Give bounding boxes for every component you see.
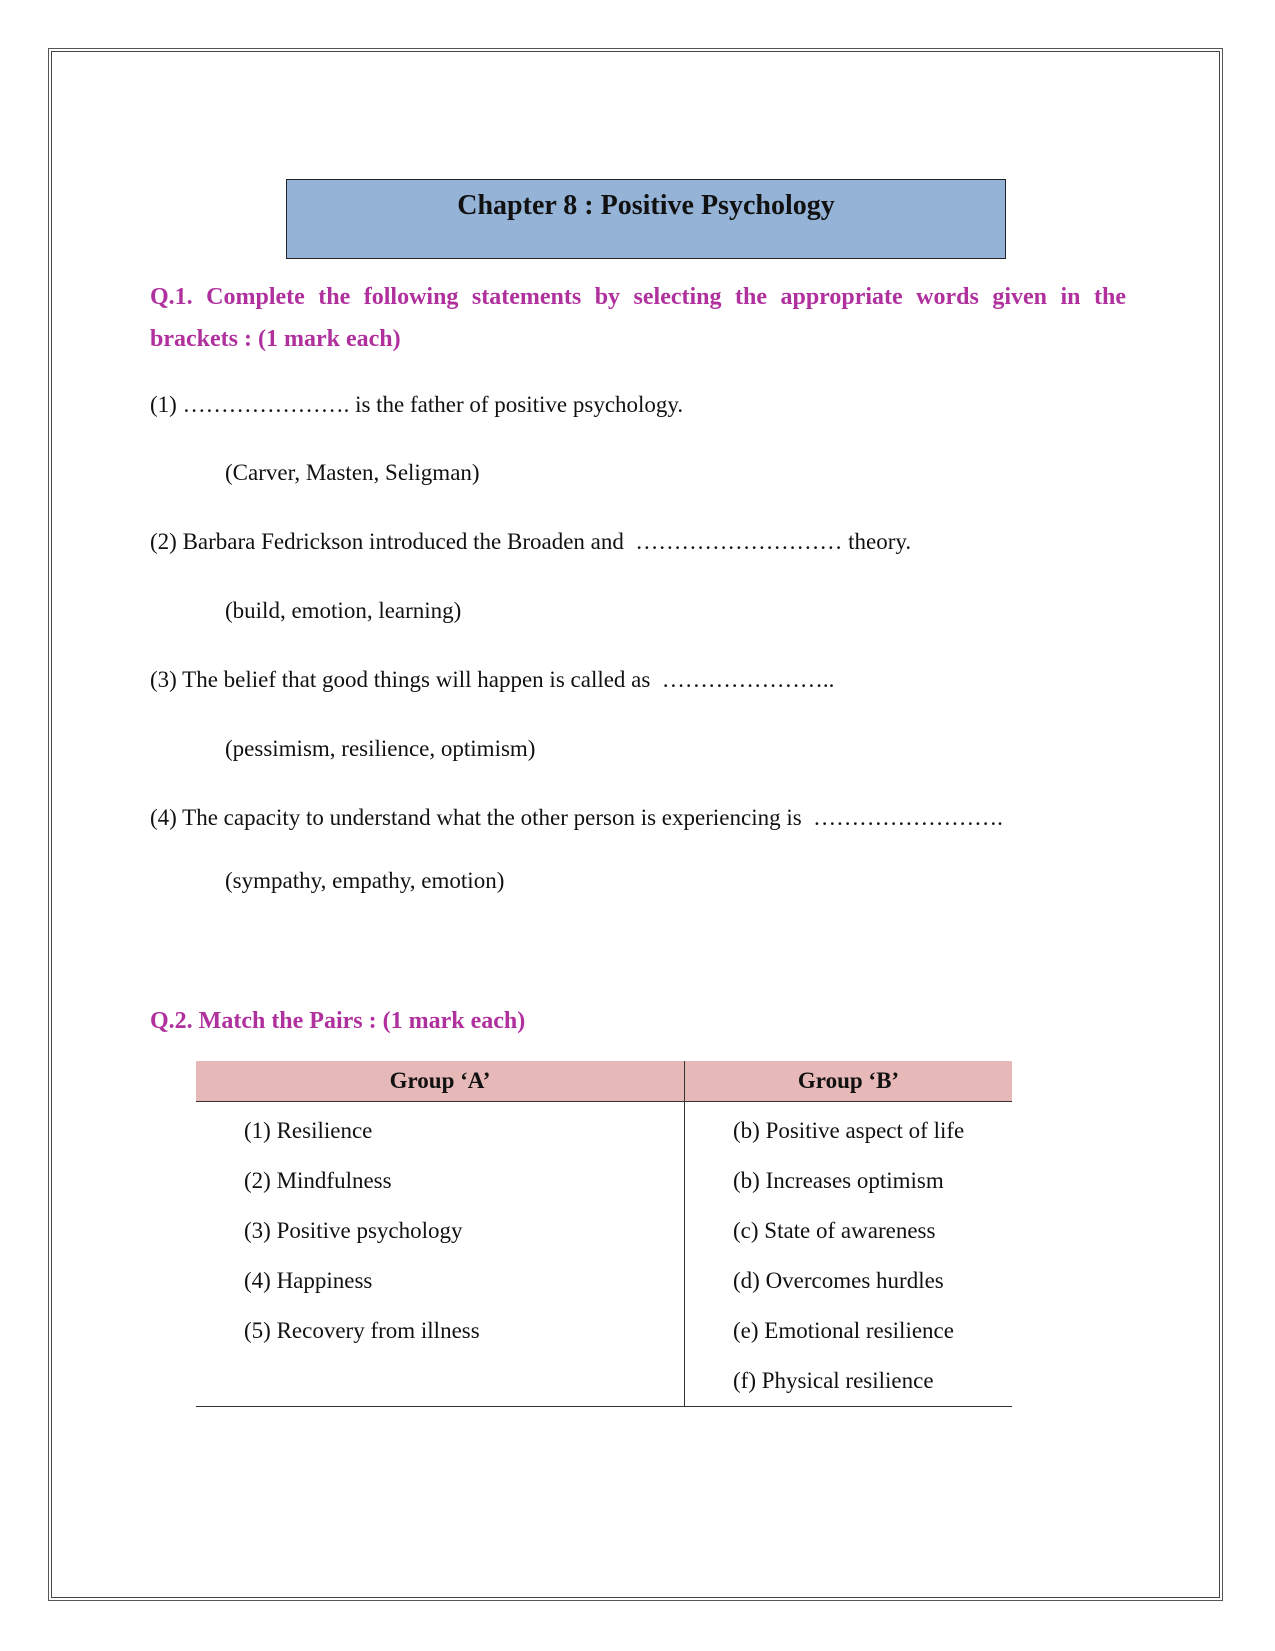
q1-heading-line2: brackets : (1 mark each)	[150, 326, 401, 352]
group-b-item: (f) Physical resilience	[685, 1356, 1013, 1407]
table-row	[196, 1306, 1012, 1356]
q1-heading-line1: Q.1. Complete the following statements by selecting the appropriate words given in the	[150, 284, 1126, 310]
table-row	[196, 1156, 1012, 1206]
group-a-item: (3) Positive psychology	[196, 1206, 685, 1256]
table-row	[196, 1356, 1012, 1407]
table-header-row	[196, 1061, 1012, 1102]
q1-options-3: (pessimism, resilience, optimism)	[225, 736, 536, 761]
group-a-item: (2) Mindfulness	[196, 1156, 685, 1206]
table-row	[196, 1256, 1012, 1306]
group-b-item: (b) Increases optimism	[733, 1168, 944, 1193]
group-a-item	[196, 1356, 685, 1407]
table-row	[196, 1206, 1012, 1256]
group-b-item: (d) Overcomes hurdles	[733, 1268, 944, 1293]
group-a-header: Group ‘A’	[196, 1061, 685, 1102]
q1-options-1: (Carver, Masten, Seligman)	[225, 460, 480, 485]
group-b-item: (b) Positive aspect of life	[733, 1118, 965, 1143]
q1-statement-1: (1) …………………. is the father of positive psychology.	[150, 392, 684, 417]
group-b-header: Group ‘B’	[685, 1061, 1013, 1102]
q1-statement-3: (3) The belief that good things will happen is called as …………………..	[150, 667, 835, 692]
chapter-title: Chapter 8 : Positive Psychology	[457, 190, 835, 221]
group-b-item: (e) Emotional resilience	[733, 1318, 954, 1343]
q2-heading: Q.2. Match the Pairs : (1 mark each)	[150, 1008, 526, 1034]
q1-statement-4: (4) The capacity to understand what the other person is experiencing is …………………….	[150, 805, 1003, 830]
chapter-title-box	[286, 179, 1006, 259]
q1-options-2: (build, emotion, learning)	[225, 598, 462, 623]
table-row	[196, 1102, 1012, 1157]
q1-options-4: (sympathy, empathy, emotion)	[225, 868, 505, 893]
group-a-item: (4) Happiness	[196, 1256, 685, 1306]
match-pairs-table	[196, 1061, 1012, 1407]
group-b-item: (c) State of awareness	[733, 1218, 936, 1243]
q1-statement-2: (2) Barbara Fedrickson introduced the Broaden and ……………………… theory.	[150, 529, 912, 554]
group-a-item: (1) Resilience	[196, 1102, 685, 1157]
group-a-item: (5) Recovery from illness	[196, 1306, 685, 1356]
